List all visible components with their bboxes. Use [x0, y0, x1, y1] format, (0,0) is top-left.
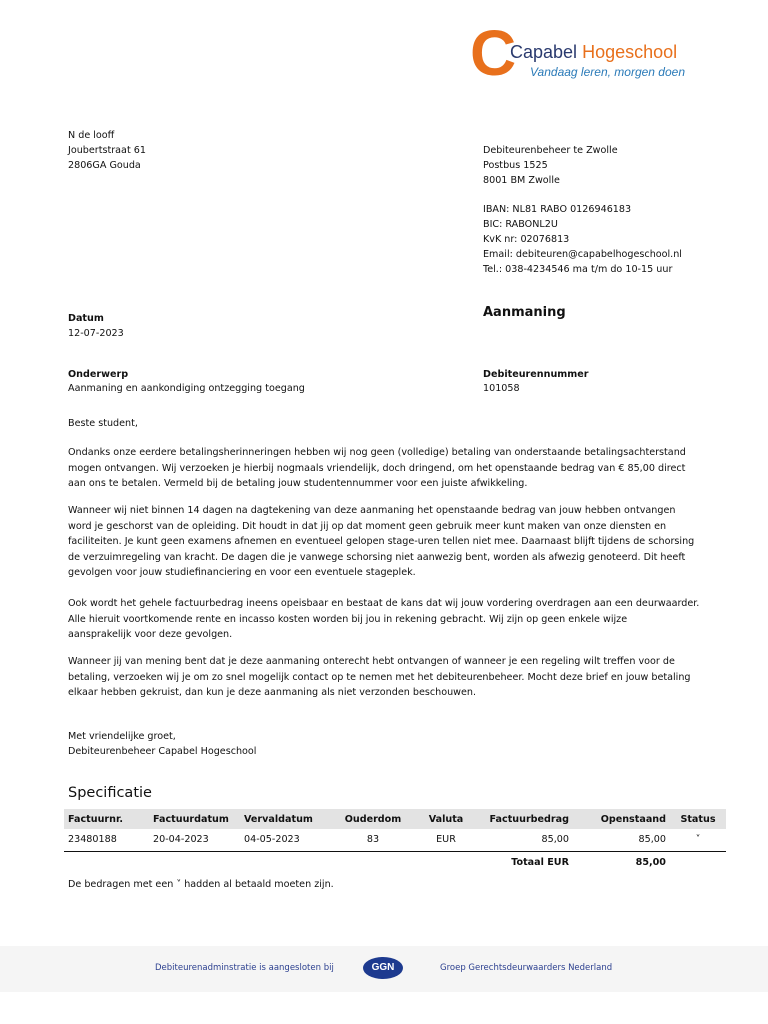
payment-contact-info [483, 202, 682, 277]
paragraph-line: aan ons te betalen. Vermeld bij de betaling jouw studentennummer voor een juiste afwikkeling. [68, 478, 528, 490]
column-header-currency: Valuta [416, 809, 476, 829]
currency-cell: EUR [416, 829, 476, 851]
bic: BIC: RABONL2U [483, 219, 558, 230]
salutation: Beste student, [68, 418, 138, 429]
recipient-city: 2806GA Gouda [68, 160, 141, 171]
subject-label: Onderwerp [68, 369, 129, 380]
paragraph-line: gevolgen voor jouw studiefinanciering en voor een eventuele stageplek. [68, 567, 416, 579]
age-cell: 83 [330, 829, 416, 851]
logo-mark: C [470, 17, 515, 89]
sender-city: 8001 BM Zwolle [483, 175, 560, 186]
logo-name [510, 42, 677, 62]
recipient-address [68, 128, 146, 173]
sender-department: Debiteurenbeheer te Zwolle [483, 145, 618, 156]
column-header-invoice-date: Factuurdatum [149, 809, 240, 829]
kvk-number: KvK nr: 02076813 [483, 234, 570, 245]
paragraph-line: Wanneer jij van mening bent dat je deze aanmaning onterecht hebt ontvangen of wanneer je een regeling wilt treffen voor de [68, 656, 675, 667]
school-logo [470, 17, 740, 89]
invoice-date-cell: 20-04-2023 [149, 829, 240, 851]
paragraph-line: aansprakelijk voor deze gevolgen. [68, 629, 233, 641]
column-header-outstanding: Openstaand [573, 809, 670, 829]
column-header-age: Ouderdom [330, 809, 416, 829]
ggn-logo: GGN [363, 957, 403, 979]
total-value: 85,00 [635, 856, 666, 868]
date-value: 12-07-2023 [68, 328, 124, 339]
paragraph-line: betaling, verzoeken wij je om zo snel mogelijk contact op te nemen met het debiteurenbeheer. Mocht deze brief en jouw betaling [68, 671, 691, 683]
paragraph-2 [68, 503, 728, 581]
letter-title: Aanmaning [483, 305, 566, 320]
column-header-status: Status [670, 809, 726, 829]
column-header-due-date: Vervaldatum [240, 809, 330, 829]
specification-table [64, 809, 726, 873]
email-address: Email: debiteuren@capabelhogeschool.nl [483, 249, 682, 260]
paragraph-line: word je geschorst van de opleiding. Dit houdt in dat jij op dat moment geen gebruik meer kunt maken van onze diensten en [68, 520, 667, 532]
debtor-number-label: Debiteurennummer [483, 369, 589, 380]
paragraph-line: elkaar hebben gekruist, dan kun je deze aanmaning als niet verzonden beschouwen. [68, 687, 477, 699]
paragraph-line: mogen ontvangen. Wij verzoeken je hierbij nogmaals vriendelijk, doch dringend, om het openstaande bedrag van € 85,00 direct [68, 462, 686, 474]
paragraph-1 [68, 445, 728, 492]
footnote: De bedragen met een ˅ hadden al betaald moeten zijn. [68, 879, 334, 890]
paragraph-line: Ondanks onze eerdere betalingsherinneringen hebben wij nog geen (volledige) betaling van onderstaande betalingsachterstand [68, 447, 686, 458]
logo-name-part1: Capabel [510, 42, 578, 62]
footer-right-text: Groep Gerechtsdeurwaarders Nederland [440, 963, 613, 973]
iban: IBAN: NL81 RABO 0126946183 [483, 204, 632, 215]
due-date-cell: 04-05-2023 [240, 829, 330, 851]
footer [0, 946, 768, 992]
logo-tagline: Vandaag leren, morgen doen [530, 65, 686, 79]
debtor-number-value: 101058 [483, 383, 520, 394]
closing-greeting: Met vriendelijke groet, [68, 731, 176, 742]
date-label: Datum [68, 313, 104, 324]
sender-po-box: Postbus 1525 [483, 160, 548, 171]
recipient-name: N de looff [68, 130, 115, 141]
phone-number: Tel.: 038-4234546 ma t/m do 10-15 uur [483, 264, 673, 275]
paragraph-line: de verzuimregeling van kracht. De dagen die je vanwege schorsing niet aanwezig bent, worden als afwezig genoteerd. Dit heeft [68, 551, 686, 563]
logo-name-part2: Hogeschool [577, 42, 678, 62]
paragraph-line: Ook wordt het gehele factuurbedrag ineens opeisbaar en bestaat de kans dat wij jouw vordering overdragen aan een deurwaarder. [68, 598, 700, 609]
specification-title: Specificatie [68, 785, 152, 801]
subject-value: Aanmaning en aankondiging ontzegging toegang [68, 383, 305, 394]
total-row [64, 851, 726, 873]
paragraph-4 [68, 654, 728, 701]
invoice-number-cell: 23480188 [64, 829, 149, 851]
footer-left-text: Debiteurenadminstratie is aangesloten bij [155, 963, 334, 973]
column-header-invoice-number: Factuurnr. [64, 809, 149, 829]
total-label: Totaal EUR [511, 856, 569, 868]
sender-address [483, 143, 618, 188]
paragraph-3 [68, 596, 728, 643]
status-cell: ˅ [670, 829, 726, 851]
paragraph-line: faciliteiten. Je kunt geen examens afnemen en eventueel gelopen stage-uren tellen niet mee. Daarnaast blijft tijdens de schorsing [68, 536, 695, 548]
table-row [64, 829, 726, 851]
outstanding-cell: 85,00 [573, 829, 670, 851]
table-header-row [64, 809, 726, 829]
closing-signature: Debiteurenbeheer Capabel Hogeschool [68, 746, 257, 757]
paragraph-line: Alle hieruit voortkomende rente en incasso kosten worden bij jou in rekening gebracht. Wij zijn op geen enkele wijze [68, 613, 628, 625]
recipient-street: Joubertstraat 61 [68, 145, 146, 156]
paragraph-line: Wanneer wij niet binnen 14 dagen na dagtekening van deze aanmaning het openstaande bedrag van jouw hebben ontvangen [68, 505, 676, 516]
column-header-invoice-amount: Factuurbedrag [476, 809, 573, 829]
closing [68, 729, 256, 759]
invoice-amount-cell: 85,00 [476, 829, 573, 851]
